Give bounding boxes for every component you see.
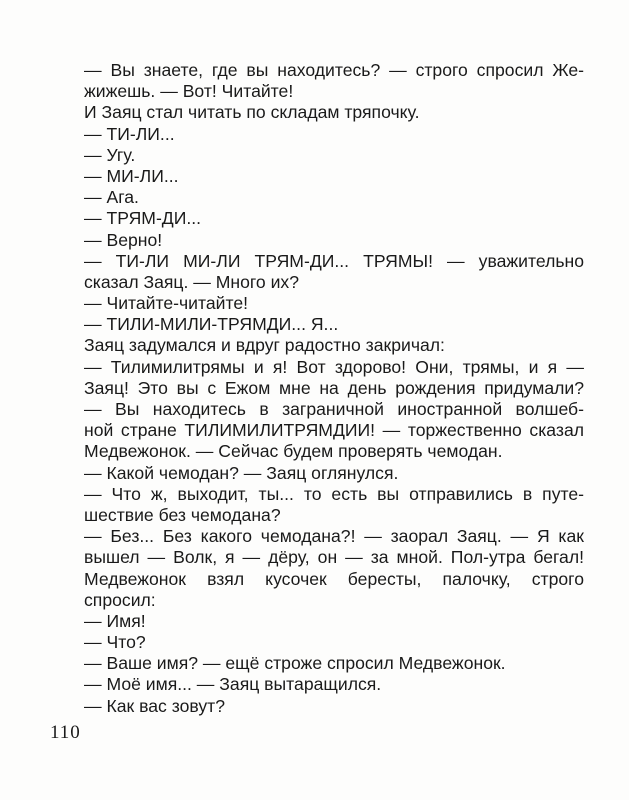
text-line: вышел — Волк, я — дёру, он — за мной. Пол-утра бегал! bbox=[84, 547, 584, 568]
text-line: — Что ж, выходит, ты... то есть вы отправились в путе- bbox=[84, 483, 584, 504]
text-line: жижешь. — Вот! Читайте! bbox=[84, 81, 294, 102]
text-line: — Вы знаете, где вы находитесь? — строго спросил Же- bbox=[84, 60, 584, 80]
text-line: сказал Заяц. — Много их? bbox=[84, 271, 300, 292]
text-line: — МИ-ЛИ... bbox=[84, 165, 179, 186]
text-line: — Ваше имя? — ещё строже спросил Медвежонок. bbox=[84, 653, 506, 674]
text-line: — Как вас зовут? bbox=[84, 695, 225, 716]
text-line: — Верно! bbox=[84, 229, 163, 250]
text-line: — ТИЛИ-МИЛИ-ТРЯМДИ... Я... bbox=[84, 314, 339, 335]
text-line: — ТРЯМ-ДИ... bbox=[84, 208, 202, 229]
text-line: — ТИ-ЛИ... bbox=[84, 123, 175, 144]
text-line: Заяц задумался и вдруг радостно закричал: bbox=[84, 335, 445, 356]
text-line: — ТИ-ЛИ МИ-ЛИ ТРЯМ-ДИ... ТРЯМЫ! — уважительно bbox=[84, 250, 584, 271]
text-line: — Читайте-читайте! bbox=[84, 293, 249, 314]
text-line: шествие без чемодана? bbox=[84, 504, 281, 525]
body-text bbox=[84, 60, 584, 717]
page-number: 110 bbox=[50, 722, 81, 743]
text-line: — Какой чемодан? — Заяц оглянулся. bbox=[84, 462, 399, 483]
text-line: Медвежонок. — Сейчас будем проверять чемодан. bbox=[84, 441, 503, 462]
text-line: ной стране ТИЛИМИЛИТРЯМДИИ! — торжественно сказал bbox=[84, 420, 584, 441]
text-line: — Без... Без какого чемодана?! — заорал Заяц. — Я как bbox=[84, 526, 584, 547]
text-line: Медвежонок взял кусочек бересты, палочку, строго bbox=[84, 568, 584, 589]
text-line: — Ага. bbox=[84, 187, 139, 208]
text-line: спросил: bbox=[84, 589, 156, 610]
text-line: — Имя! bbox=[84, 610, 146, 631]
text-line: — Моё имя... — Заяц вытаращился. bbox=[84, 674, 382, 695]
text-line: — Что? bbox=[84, 632, 146, 653]
text-line: — Тилимилитрямы и я! Вот здорово! Они, трямы, и я — bbox=[84, 356, 584, 377]
text-line: И Заяц стал читать по складам тряпочку. bbox=[84, 102, 420, 123]
text-line: Заяц! Это вы с Ежом мне на день рождения придумали? bbox=[84, 377, 584, 398]
text-line: — Угу. bbox=[84, 144, 136, 165]
text-line: — Вы находитесь в заграничной иностранной волшеб- bbox=[84, 399, 584, 419]
